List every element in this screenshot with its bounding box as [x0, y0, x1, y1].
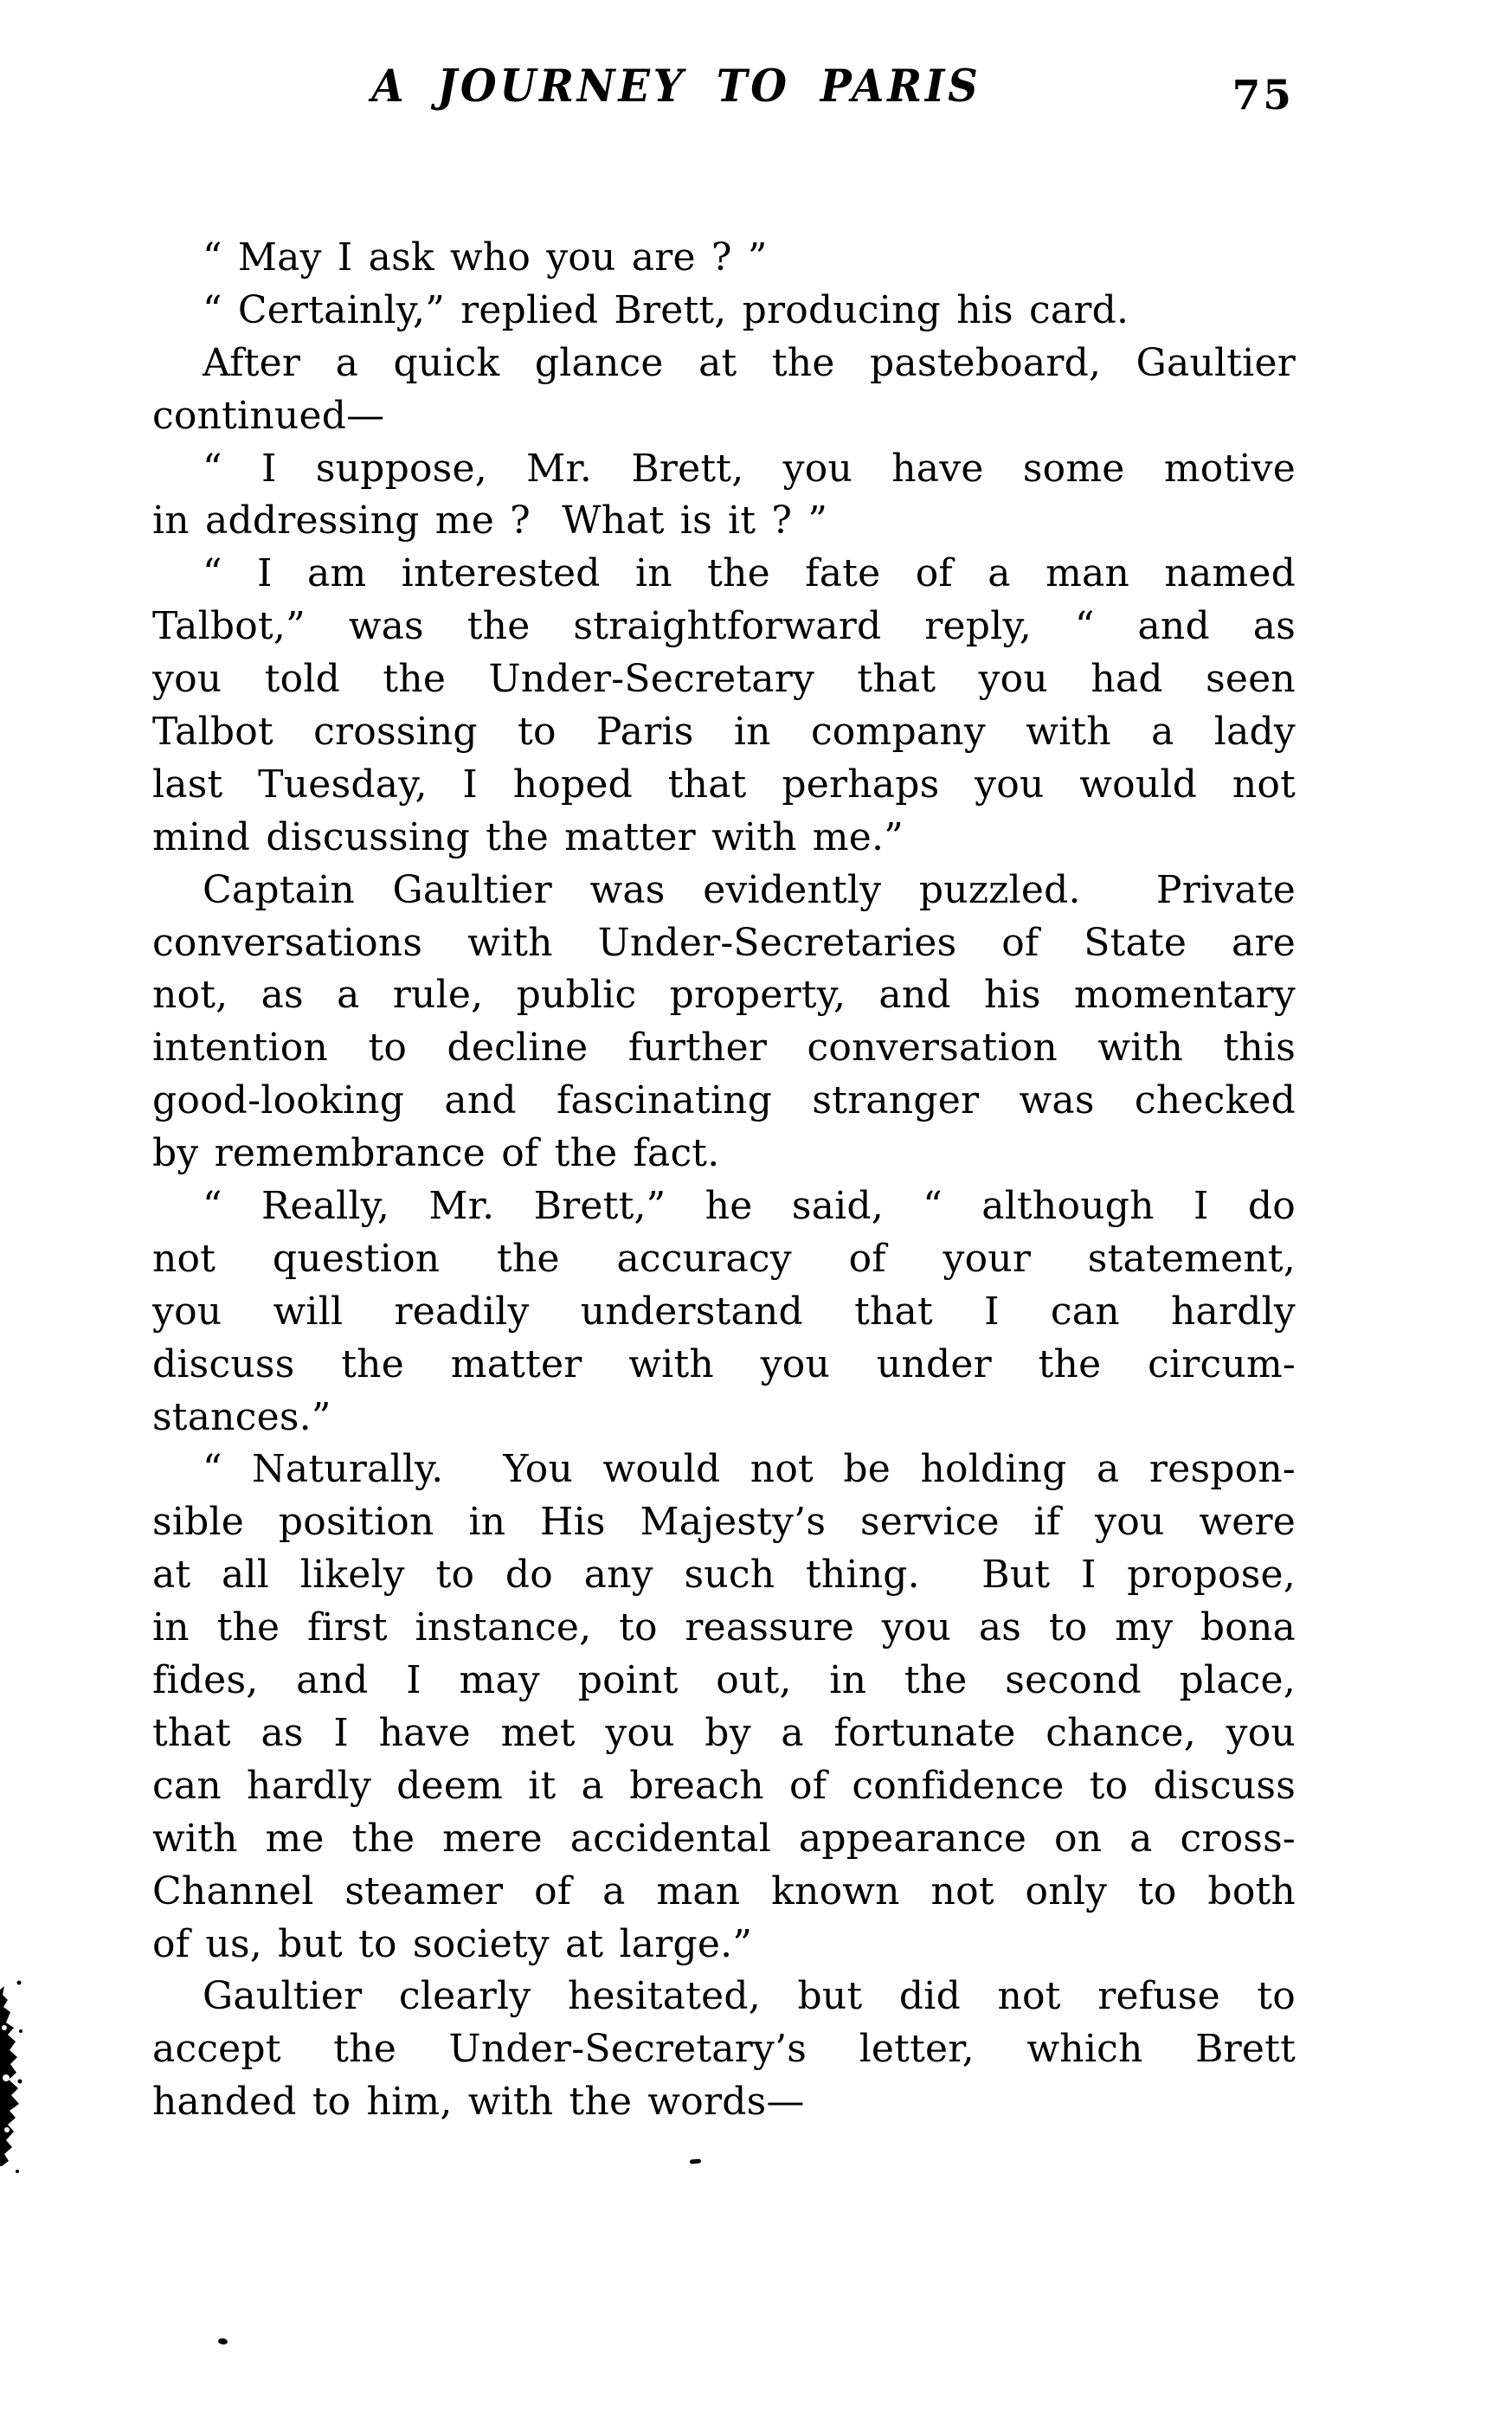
text-line: handed to him, with the words— [152, 2080, 805, 2125]
text-line: with me the mere accidental appearance on a cross- [152, 1816, 1296, 1861]
text-line: conversations with Under-Secretaries of State are [152, 920, 1296, 965]
text-line: last Tuesday, I hoped that perhaps you would not [152, 762, 1296, 807]
text-line: accept the Under-Secretary’s letter, which Brett [152, 2027, 1296, 2072]
text-line: mind discussing the matter with me.” [152, 814, 904, 859]
text-line: “ Really, Mr. Brett,” he said, “ although I do [203, 1184, 1296, 1229]
text-line: you told the Under-Secretary that you had seen [152, 657, 1296, 702]
text-line: “ May I ask who you are ? ” [203, 235, 768, 280]
ink-speck [218, 2338, 228, 2344]
text-line: sible position in His Majesty’s service if you were [152, 1500, 1296, 1545]
page-body [152, 232, 1296, 2129]
running-header [152, 61, 1296, 133]
text-line: “ I suppose, Mr. Brett, you have some motive [203, 446, 1296, 491]
text-line: you will readily understand that I can hardly [152, 1289, 1296, 1334]
text-line: not question the accuracy of your statement, [152, 1236, 1296, 1281]
text-line: intention to decline further conversation with this [152, 1026, 1296, 1071]
text-line: continued— [152, 393, 385, 438]
text-line: Gaultier clearly hesitated, but did not refuse to [203, 1974, 1296, 2019]
text-line: discuss the matter with you under the circum- [152, 1341, 1296, 1386]
text-line: at all likely to do any such thing. But I propose, [152, 1553, 1296, 1598]
text-line: not, as a rule, public property, and his momentary [152, 973, 1296, 1018]
text-line: fides, and I may point out, in the second place, [152, 1658, 1296, 1703]
text-line: “ I am interested in the fate of a man named [203, 551, 1296, 596]
ink-speck [690, 2158, 701, 2164]
text-line: in the first instance, to reassure you as to my bona [152, 1605, 1296, 1650]
text-line: Channel steamer of a man known not only to both [152, 1868, 1296, 1913]
text-line: “ Naturally. You would not be holding a respon- [203, 1447, 1296, 1492]
text-line: “ Certainly,” replied Brett, producing his card. [203, 287, 1129, 332]
page-number: 75 [1232, 72, 1294, 119]
text-line: stances.” [152, 1394, 331, 1439]
text-line: Talbot crossing to Paris in company with a lady [152, 710, 1296, 755]
text-line: of us, but to society at large.” [152, 1921, 753, 1966]
text-line: Captain Gaultier was evidently puzzled. Private [203, 867, 1296, 912]
text-line: can hardly deem it a breach of confidence to discuss [152, 1763, 1296, 1808]
text-line: After a quick glance at the pasteboard, Gaultier [203, 340, 1296, 385]
text-line: by remembrance of the fact. [152, 1131, 720, 1176]
running-title: A JOURNEY TO PARIS [371, 61, 981, 113]
text-line: in addressing me ? What is it ? ” [152, 498, 828, 543]
text-line: good-looking and fascinating stranger was checked [152, 1078, 1296, 1123]
ink-smudge [0, 1976, 23, 2175]
text-line: that as I have met you by a fortunate chance, you [152, 1710, 1296, 1755]
text-line: Talbot,” was the straightforward reply, “ and as [152, 604, 1296, 649]
